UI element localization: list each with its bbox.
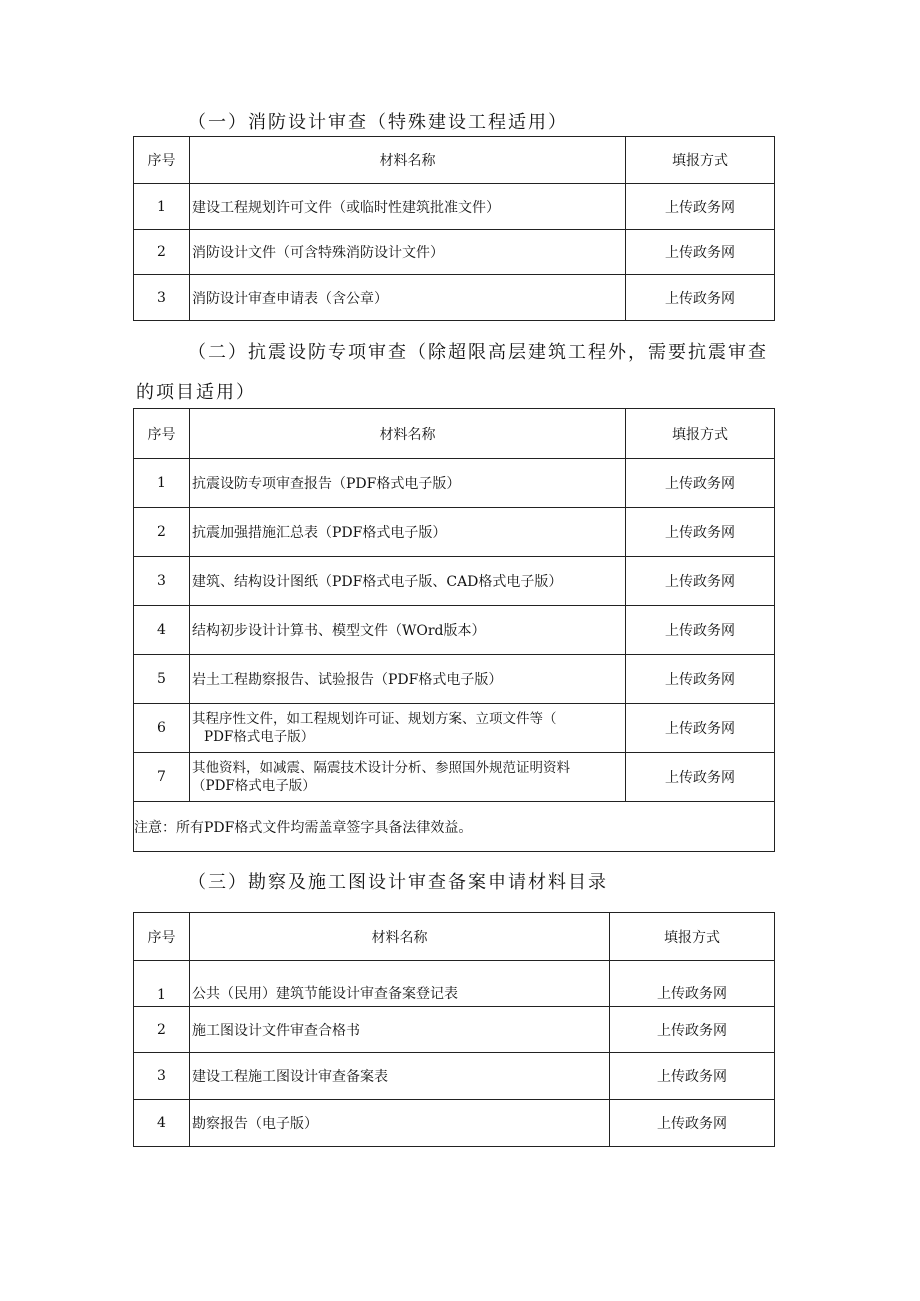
section2-title-line1: （二）抗震设防专项审查（除超限高层建筑工程外，需要抗震审查 [188,342,768,363]
header-no: 序号 [134,137,190,184]
row-method: 上传政务网 [626,508,775,557]
row-method: 上传政务网 [626,557,775,606]
row-name-line1: 其他资料，如减震、隔震技术设计分析、参照国外规范证明资料 [192,760,570,776]
header-name: 材料名称 [190,913,610,961]
section2-title-line2: 的项目适用） [136,382,256,403]
table-row [134,655,775,704]
header-no: 序号 [134,913,190,961]
section2-table [133,408,775,852]
table-row [134,1053,775,1100]
row-name: 建筑、结构设计图纸（PDF格式电子版、CAD格式电子版） [190,557,626,606]
row-name [190,704,626,753]
table-row [134,508,775,557]
row-name: 建设工程施工图设计审查备案表 [190,1053,610,1100]
row-name: 抗震设防专项审查报告（PDF格式电子版） [190,459,626,508]
row-no: 3 [134,1053,190,1100]
row-no: 1 [134,459,190,508]
row-no: 4 [134,606,190,655]
table-row [134,704,775,753]
table-row [134,275,775,321]
table-row [134,557,775,606]
row-name: 施工图设计文件审查合格书 [190,1007,610,1053]
section3-table [133,912,775,1147]
row-method: 上传政务网 [626,606,775,655]
row-name: 结构初步设计计算书、模型文件（WOrd版本） [190,606,626,655]
header-name: 材料名称 [190,137,626,184]
row-no: 2 [134,508,190,557]
row-method: 上传政务网 [610,1100,775,1147]
row-name-line1: 其程序性文件，如工程规划许可证、规划方案、立项文件等（ [192,711,557,727]
row-no: 1 [134,184,190,230]
header-method: 填报方式 [626,409,775,459]
row-method: 上传政务网 [626,230,775,275]
row-no: 4 [134,1100,190,1147]
row-no: 7 [134,753,190,802]
row-method: 上传政务网 [626,275,775,321]
table-row [134,753,775,802]
row-no: 5 [134,655,190,704]
row-name-line2: （PDF格式电子版） [192,778,316,794]
table-row [134,961,775,1007]
section1-table [133,136,775,321]
row-name: 抗震加强措施汇总表（PDF格式电子版） [190,508,626,557]
row-no: 3 [134,557,190,606]
row-method: 上传政务网 [610,961,775,1007]
note-row [134,802,775,852]
row-name: 勘察报告（电子版） [190,1100,610,1147]
row-no: 6 [134,704,190,753]
table-header-row [134,913,775,961]
row-no: 3 [134,275,190,321]
table-row [134,1100,775,1147]
row-name: 建设工程规划许可文件（或临时性建筑批准文件） [190,184,626,230]
row-name: 消防设计文件（可含特殊消防设计文件） [190,230,626,275]
row-name-line2: PDF格式电子版） [204,729,315,745]
row-method: 上传政务网 [626,753,775,802]
header-method: 填报方式 [626,137,775,184]
table-row [134,606,775,655]
row-name: 公共（民用）建筑节能设计审查备案登记表 [190,961,610,1007]
row-method: 上传政务网 [626,704,775,753]
header-name: 材料名称 [190,409,626,459]
table-row [134,184,775,230]
row-name [190,753,626,802]
table-row [134,459,775,508]
table-note: 注意：所有PDF格式文件均需盖章签字具备法律效益。 [134,802,775,852]
row-name: 消防设计审查申请表（含公章） [190,275,626,321]
header-no: 序号 [134,409,190,459]
row-name: 岩土工程勘察报告、试验报告（PDF格式电子版） [190,655,626,704]
row-method: 上传政务网 [610,1007,775,1053]
row-no: 2 [134,1007,190,1053]
row-method: 上传政务网 [626,655,775,704]
row-method: 上传政务网 [610,1053,775,1100]
header-method: 填报方式 [610,913,775,961]
table-header-row [134,137,775,184]
row-no: 2 [134,230,190,275]
section3-title: （三）勘察及施工图设计审查备案申请材料目录 [188,872,608,893]
section1-title: （一）消防设计审查（特殊建设工程适用） [188,112,568,133]
table-row [134,1007,775,1053]
row-no: 1 [134,961,190,1007]
row-method: 上传政务网 [626,459,775,508]
table-row [134,230,775,275]
table-header-row [134,409,775,459]
row-method: 上传政务网 [626,184,775,230]
